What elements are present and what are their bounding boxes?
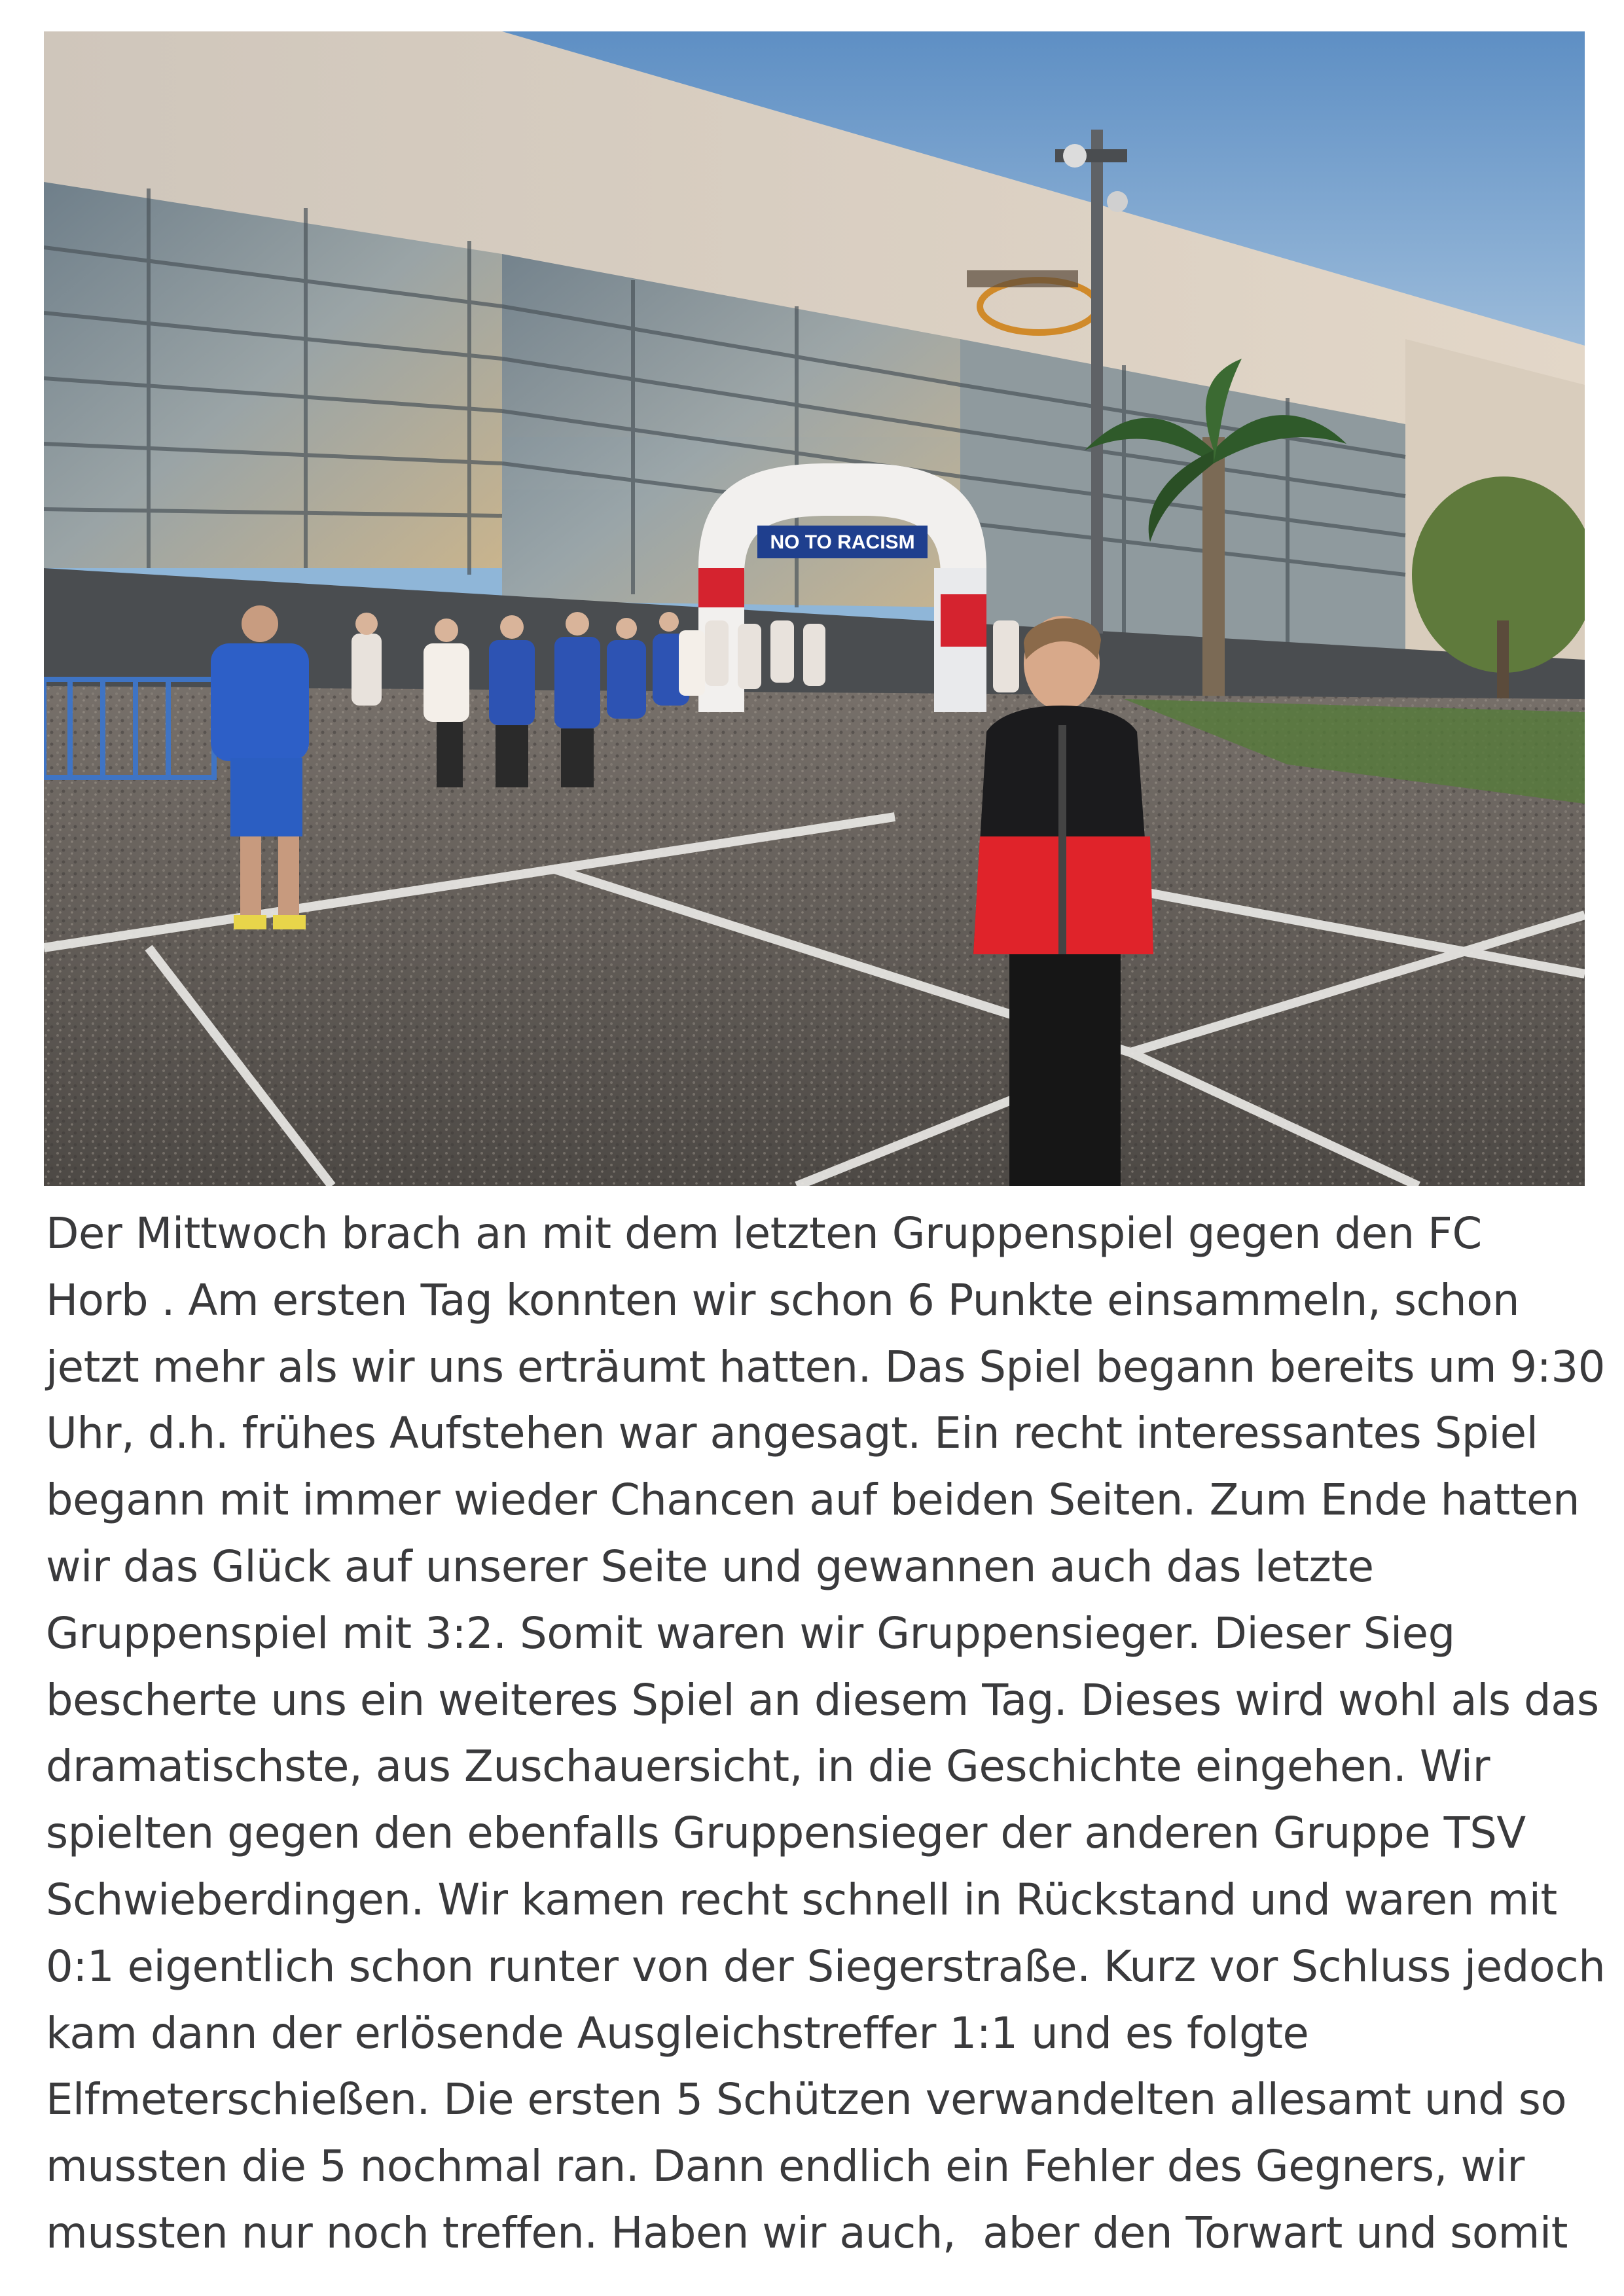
article-line: dramatischste, aus Zuschauersicht, in die Geschichte eingehen. Wir [46, 1742, 1490, 1792]
article-line: begann mit immer wieder Chancen auf beiden Seiten. Zum Ende hatten [46, 1475, 1580, 1526]
article-line: mussten die 5 nochmal ran. Dann endlich ein Fehler des Gegners, wir [46, 2142, 1525, 2192]
article-line: Uhr, d.h. frühes Aufstehen war angesagt. Ein recht interessantes Spiel [46, 1408, 1538, 1459]
article-line: Horb . Am ersten Tag konnten wir schon 6 Punkte einsammeln, schon [46, 1275, 1520, 1325]
article-photo [44, 31, 1585, 1186]
banner-text: NO TO RACISM [770, 531, 915, 553]
article-line: Elfmeterschießen. Die ersten 5 Schützen verwandelten allesamt und so [46, 2075, 1567, 2125]
article-line: Schwieberdingen. Wir kamen recht schnell in Rückstand und waren mit [46, 1874, 1557, 1925]
article-line: jetzt mehr als wir uns erträumt hatten. Das Spiel begann bereits um 9:30 [46, 1342, 1606, 1392]
article-line: kam dann der erlösende Ausgleichstreffer 1:1 und es folgte [46, 2008, 1309, 2058]
article-line: mussten nur noch treffen. Haben wir auch, aber den Torwart und somit [46, 2208, 1568, 2258]
stadium-scene-image [44, 31, 1585, 1186]
article-line: Gruppenspiel mit 3:2. Somit waren wir Gruppensieger. Dieser Sieg [46, 1608, 1455, 1659]
article-body [46, 1201, 1606, 2267]
article-line: 0:1 eigentlich schon runter von der Siegerstraße. Kurz vor Schluss jedoch [46, 1941, 1606, 1992]
article-line: bescherte uns ein weiteres Spiel an diesem Tag. Dieses wird wohl als das [46, 1675, 1599, 1725]
light-pole [1091, 130, 1103, 634]
article-line: spielten gegen den ebenfalls Gruppensieger der anderen Gruppe TSV [46, 1808, 1526, 1859]
article-line: wir das Glück auf unserer Seite und gewannen auch das letzte [46, 1541, 1374, 1592]
article-line: Der Mittwoch brach an mit dem letzten Gruppenspiel gegen den FC [46, 1209, 1482, 1259]
